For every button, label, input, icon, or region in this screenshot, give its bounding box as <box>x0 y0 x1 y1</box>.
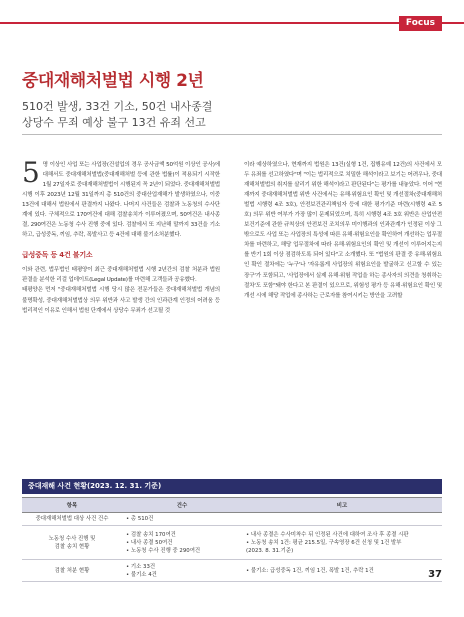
paragraph: 이와 관련, 법무법인 태평양이 최근 중대재해처벌법 시행 2년간의 검찰 처분과 법원 판결을 분석한 리걸 업데이트(Legal Update)를 마련해 고객들과 공유했다. <box>22 267 220 284</box>
table-cell-count: • 총 510건 <box>122 513 242 526</box>
column-header: 건수 <box>122 498 242 513</box>
article-subtitle-2: 상당수 무죄 예상 불구 13건 유죄 선고 <box>22 116 206 129</box>
table-row <box>22 560 442 582</box>
table-cell-item: 검찰 처분 현황 <box>22 560 122 582</box>
table-cell-note <box>242 513 442 526</box>
drop-cap: 5 <box>22 156 40 189</box>
table-row <box>22 513 442 526</box>
article-title: 중대재해처벌법 시행 2년 <box>22 71 204 91</box>
section-tag: Focus <box>399 16 442 31</box>
table-header-row <box>22 498 442 513</box>
paragraph: 이라 예상하였으나, 현재까지 법원은 13건(실형 1건, 집행유예 12건)의 사건에서 모두 유죄를 선고하였다"며 "이는 법리적으로 치밀한 해석이라고 보기는 어려우나, 중대재해처벌법의 취지를 살리기 위한 해석이라고 판단된다"는 평가를 내놓았다. 이어 "현재까지 중대재해처벌법 위반 사건에서는 유해·위험요인 확인 및 개선절차(중대재해처벌법 시행령 4조 3호), 안전보건관리책임자 등에 대한 평가기준 마련(시행령 4조 5호) 의무 위반 여부가 가장 많이 문제되었으며, 특히 시행령 4조 3호 위반은 산업안전보건기준에 관한 규칙상의 안전보건 조치의무 미이행과의 인과관계가 인정된 이상 그 밖으로도 사업 또는 사업장의 특성에 따른 유해·위험요인을 확인하여 개선하는 업무절차를 마련하고, 해당 업무절차에 따라 유해·위험요인의 확인 및 개선이 이루어지는지를 반기 1회 이상 점검하도록 되어 있다"고 소개했다. 또 "법원의 판결 중 유해·위험요인 확인 절차에는 '누구'나 '자유롭게 사업장의 위험요인을 발굴하고 신고할 수 있는 장구'가 포함되고, '사업장에서 실제 유해·위험 작업을 하는 종사자의 의견을 청취하는 절차'도 포함"돼야 한다고 본 판결이 있으므로, 위험성 평가 등 유해·위험요인 확인 및 개선 시에 해당 작업에 종사하는 근로자를 참여시키는 방안을 고려할 <box>244 162 442 299</box>
table-cell-count: • 검찰 송치 170여건 • 내사 종결 50여건 • 노동청 수사 진행 중 290여건 <box>122 526 242 560</box>
table-cell-item: 중대재해처벌법 대상 사건 건수 <box>22 513 122 526</box>
article-column-right <box>244 160 442 301</box>
table-row <box>22 526 442 560</box>
table-cell-item: 노동청 수사 진행 및 검찰 송치 현황 <box>22 526 122 560</box>
case-status-table <box>22 497 442 582</box>
section-heading: 급성중독 등 4건 불기소 <box>22 251 93 260</box>
table-cell-note: • 불기소: 급성중독 1건, 끼임 1건, 폭발 1건, 추락 1건 <box>242 560 442 582</box>
header-accent-line <box>0 22 464 24</box>
article-subtitle-1: 510건 발생, 33건 기소, 50건 내사종결 <box>22 100 213 113</box>
page-number: 37 <box>428 569 442 580</box>
table-cell-count: • 기소 33건 • 불기소 4건 <box>122 560 242 582</box>
paragraph <box>22 156 220 240</box>
table-cell-note: • 내사 종결은 수사미착수 뒤 인정된 사건에 대하여 조사 후 종결 시판 • 노동청 송치 1건: 평균 215.5일, 구속영장 6건 신청 및 1건 발부 (2023. 8. 31.기준) <box>242 526 442 560</box>
column-header: 항목 <box>22 498 122 513</box>
paragraph: 태평양은 먼저 "중대재해처벌법 시행 당시 많은 전문가들은 중대재해처벌법 개념의 불명확성, 중대재해처벌법상 의무 위반과 사고 발생 간의 인과관계 인정의 어려움 등 법리적인 이유로 인해서 법원 단계에서 상당수 무죄가 선고될 것 <box>22 287 220 314</box>
title-divider <box>22 134 442 135</box>
table-title: 중대재해 사건 현황(2023. 12. 31. 기준) <box>28 482 162 490</box>
column-header: 비고 <box>242 498 442 513</box>
article-column-left <box>22 156 220 316</box>
paragraph-text: 명 이상인 사업 또는 사업장(건설업의 경우 공사금액 50억원 이상인 공사)에 대해서도 중대재해처벌법(중대재해처벌 등에 관한 법률)이 적용되기 시작한 1월 27일자로 중대재해처벌법이 시행된지 꼭 2년이 되었다. 중대재해처벌법 시행 이후 2023년 12월 31일까지 총 510건의 중대산업재해가 발생하였으나, 이중 13건에 대해서 법원에서 판결까지 나왔다. 나머지 사건들은 검찰과 노동청의 수사단계에 있다. 구체적으로 170여건에 대해 검찰송치가 이루어졌으며, 50여건은 내사종결, 290여건은 노동청 수사 진행 중에 있다. 검찰에서 또 지난해 말까지 33건을 기소하고, 급성중독, 끼임, 추락, 폭발사고 등 4건에 대해 불기소처분했다. <box>22 162 220 239</box>
